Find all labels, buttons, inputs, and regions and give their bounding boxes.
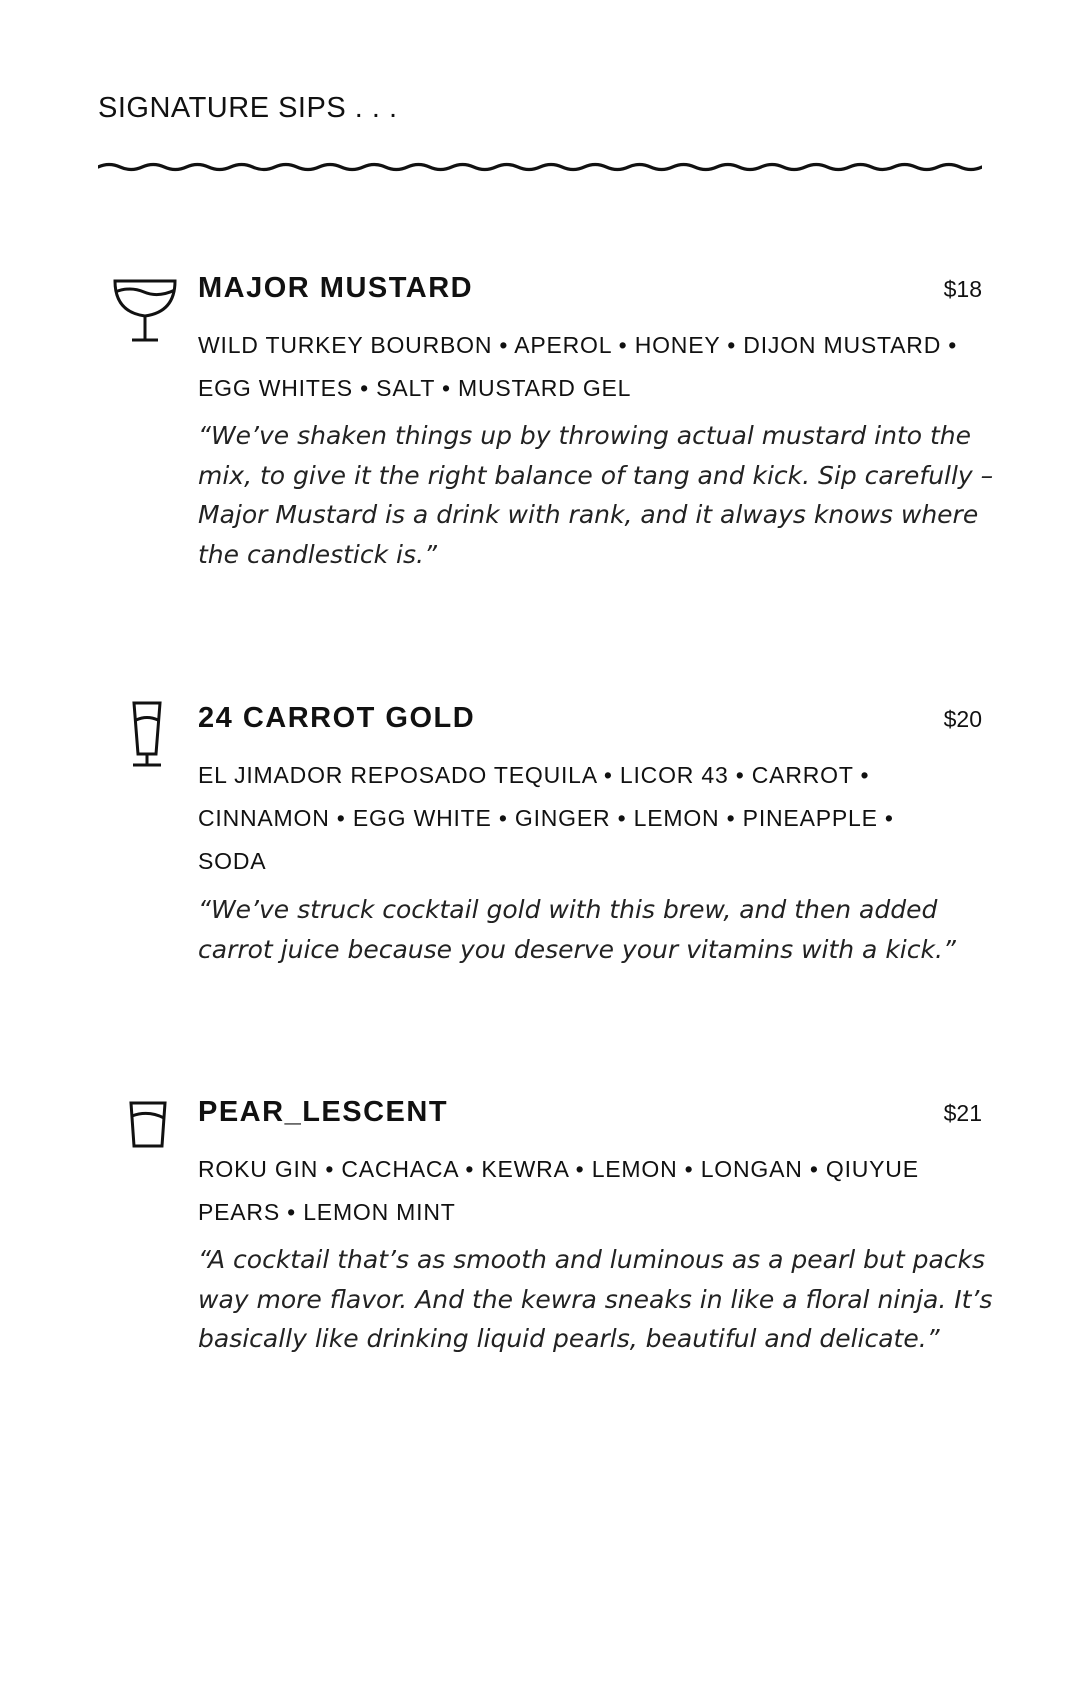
item-price: $20 bbox=[943, 706, 982, 732]
item-ingredients: ROKU GIN • CACHACA • KEWRA • LEMON • LONGAN • QIUYUE PEARS • LEMON MINT bbox=[198, 1156, 919, 1225]
item-quote: “We’ve shaken things up by throwing actual mustard into the mix, to give it the right balance of tang and kick. Sip carefully – Major Mustard is a drink with rank, and it always knows where the candlestick is.” bbox=[198, 421, 994, 569]
item-price: $18 bbox=[943, 276, 982, 302]
item-quote: “A cocktail that’s as smooth and luminous as a pearl but packs way more flavor. And the kewra sneaks in like a floral ninja. It’s basically like drinking liquid pearls, beautiful and delicate.” bbox=[198, 1245, 993, 1353]
highball-glass-icon bbox=[130, 700, 164, 770]
item-name: PEAR_LESCENT bbox=[198, 1096, 449, 1128]
item-ingredients: EL JIMADOR REPOSADO TEQUILA • LICOR 43 • CARROT • CINNAMON • EGG WHITE • GINGER • LEMON • PINEAPPLE • SODA bbox=[198, 762, 894, 874]
section-title: SIGNATURE SIPS . . . bbox=[98, 92, 398, 124]
rocks-glass-icon bbox=[128, 1100, 168, 1150]
item-ingredients: WILD TURKEY BOURBON • APEROL • HONEY • DIJON MUSTARD • EGG WHITES • SALT • MUSTARD GEL bbox=[198, 332, 958, 401]
item-price: $21 bbox=[943, 1100, 982, 1126]
item-name: 24 CARROT GOLD bbox=[198, 702, 476, 734]
coupe-glass-icon bbox=[112, 278, 178, 344]
wave-divider bbox=[98, 155, 982, 179]
item-name: MAJOR MUSTARD bbox=[198, 272, 474, 304]
item-quote: “We’ve struck cocktail gold with this brew, and then added carrot juice because you deserve your vitamins with a kick.” bbox=[198, 895, 956, 964]
